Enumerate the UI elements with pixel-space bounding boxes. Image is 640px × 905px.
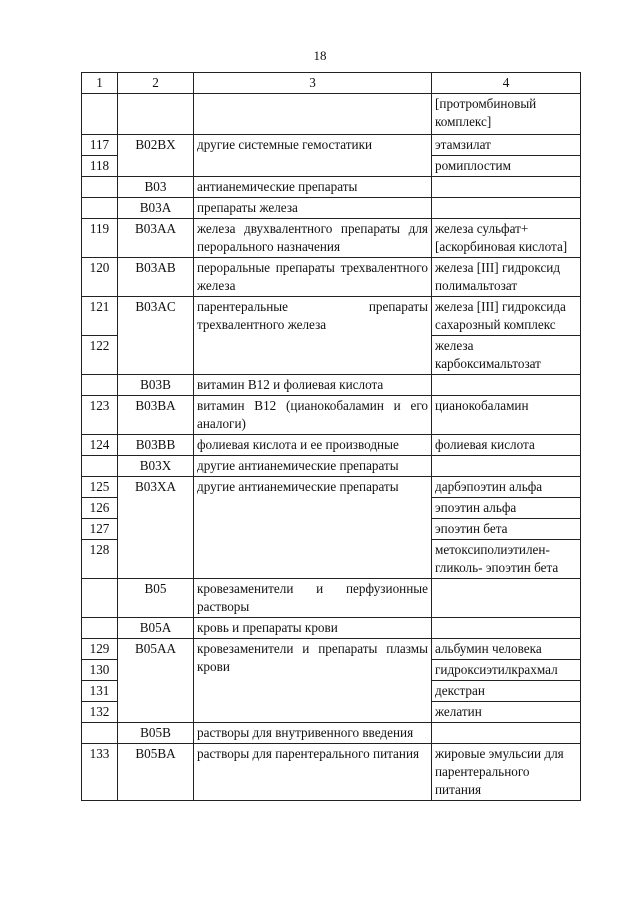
atc-code: B03A: [118, 198, 194, 219]
drug-name: гидроксиэтилкрахмал: [432, 660, 581, 681]
row-number: 119: [82, 219, 118, 258]
drug-name: [432, 723, 581, 744]
atc-code: B03BA: [118, 396, 194, 435]
drug-name: эпоэтин бета: [432, 519, 581, 540]
table-row: [82, 723, 581, 744]
atc-description: пероральные препараты трехвалентного железа: [194, 258, 432, 297]
atc-description: другие антианемические препараты: [194, 456, 432, 477]
atc-code: B03X: [118, 456, 194, 477]
atc-code: B05: [118, 579, 194, 618]
row-number: 123: [82, 396, 118, 435]
atc-code: B03AA: [118, 219, 194, 258]
header-cell-2: 2: [118, 73, 194, 94]
atc-code: B05A: [118, 618, 194, 639]
atc-description: другие антианемические препараты: [194, 477, 432, 579]
atc-code: [118, 94, 194, 135]
row-number: [82, 375, 118, 396]
atc-code: B05AA: [118, 639, 194, 723]
row-number: [82, 618, 118, 639]
drug-name: [432, 618, 581, 639]
drug-name: железа [III] гидроксида сахарозный комплекс: [432, 297, 581, 336]
row-number: 131: [82, 681, 118, 702]
row-number: 133: [82, 744, 118, 801]
atc-description: другие системные гемостатики: [194, 135, 432, 177]
header-cell-3: 3: [194, 73, 432, 94]
row-number: 117: [82, 135, 118, 156]
atc-description: кровезаменители и перфузионные растворы: [194, 579, 432, 618]
atc-description: антианемические препараты: [194, 177, 432, 198]
atc-description: [194, 94, 432, 135]
table-header-row: [82, 73, 581, 94]
page-number: 18: [313, 48, 327, 63]
table-row: [82, 639, 581, 660]
row-number: [82, 579, 118, 618]
drug-name: метоксиполиэтилен-гликоль- эпоэтин бета: [432, 540, 581, 579]
table-row: [82, 177, 581, 198]
atc-code: B03AB: [118, 258, 194, 297]
drug-name: фолиевая кислота: [432, 435, 581, 456]
drug-classification-table: [81, 72, 581, 801]
row-number: [82, 456, 118, 477]
drug-name: [432, 177, 581, 198]
atc-description: растворы для внутривенного введения: [194, 723, 432, 744]
row-number: 129: [82, 639, 118, 660]
row-number: 130: [82, 660, 118, 681]
drug-name: этамзилат: [432, 135, 581, 156]
row-number: 118: [82, 156, 118, 177]
header-cell-1: 1: [82, 73, 118, 94]
table-row: [82, 135, 581, 156]
atc-description: препараты железа: [194, 198, 432, 219]
row-number: 127: [82, 519, 118, 540]
drug-name: дарбэпоэтин альфа: [432, 477, 581, 498]
table-row: [82, 435, 581, 456]
row-number: 120: [82, 258, 118, 297]
row-number: 124: [82, 435, 118, 456]
table-row: [82, 297, 581, 336]
drug-name: эпоэтин альфа: [432, 498, 581, 519]
row-number: 122: [82, 336, 118, 375]
drug-name: железа [III] гидроксид полимальтозат: [432, 258, 581, 297]
table-row: [82, 375, 581, 396]
row-number: [82, 723, 118, 744]
table-row: [82, 94, 581, 135]
row-number: [82, 94, 118, 135]
row-number: 128: [82, 540, 118, 579]
atc-code: B05BA: [118, 744, 194, 801]
row-number: 132: [82, 702, 118, 723]
table-row: [82, 258, 581, 297]
table-row: [82, 744, 581, 801]
drug-name: [432, 375, 581, 396]
atc-description: парентеральные препараты трехвалентного железа: [194, 297, 432, 375]
drug-name: [432, 198, 581, 219]
table-row: [82, 219, 581, 258]
atc-code: B03XA: [118, 477, 194, 579]
atc-description: кровь и препараты крови: [194, 618, 432, 639]
atc-description: витамин B12 (цианокобаламин и его аналоги): [194, 396, 432, 435]
atc-description: витамин B12 и фолиевая кислота: [194, 375, 432, 396]
atc-code: B03AC: [118, 297, 194, 375]
atc-code: B03: [118, 177, 194, 198]
atc-code: B05B: [118, 723, 194, 744]
drug-name: декстран: [432, 681, 581, 702]
drug-name: цианокобаламин: [432, 396, 581, 435]
table-row: [82, 198, 581, 219]
drug-name: [протромбиновый комплекс]: [432, 94, 581, 135]
drug-name: [432, 456, 581, 477]
drug-name: желатин: [432, 702, 581, 723]
atc-description: фолиевая кислота и ее производные: [194, 435, 432, 456]
drug-name: альбумин человека: [432, 639, 581, 660]
drug-name: железа карбоксимальтозат: [432, 336, 581, 375]
drug-name: железа сульфат+[аскорбиновая кислота]: [432, 219, 581, 258]
table-row: [82, 396, 581, 435]
table-row: [82, 618, 581, 639]
atc-description: железа двухвалентного препараты для перорального назначения: [194, 219, 432, 258]
row-number: 126: [82, 498, 118, 519]
atc-code: B03B: [118, 375, 194, 396]
atc-description: растворы для парентерального питания: [194, 744, 432, 801]
table-row: [82, 456, 581, 477]
row-number: 125: [82, 477, 118, 498]
drug-name: жировые эмульсии для парентерального питания: [432, 744, 581, 801]
drug-name: ромиплостим: [432, 156, 581, 177]
header-cell-4: 4: [432, 73, 581, 94]
row-number: 121: [82, 297, 118, 336]
drug-name: [432, 579, 581, 618]
atc-code: B03BB: [118, 435, 194, 456]
row-number: [82, 198, 118, 219]
atc-description: кровезаменители и препараты плазмы крови: [194, 639, 432, 723]
atc-code: B02BX: [118, 135, 194, 177]
table-row: [82, 477, 581, 498]
row-number: [82, 177, 118, 198]
table-row: [82, 579, 581, 618]
